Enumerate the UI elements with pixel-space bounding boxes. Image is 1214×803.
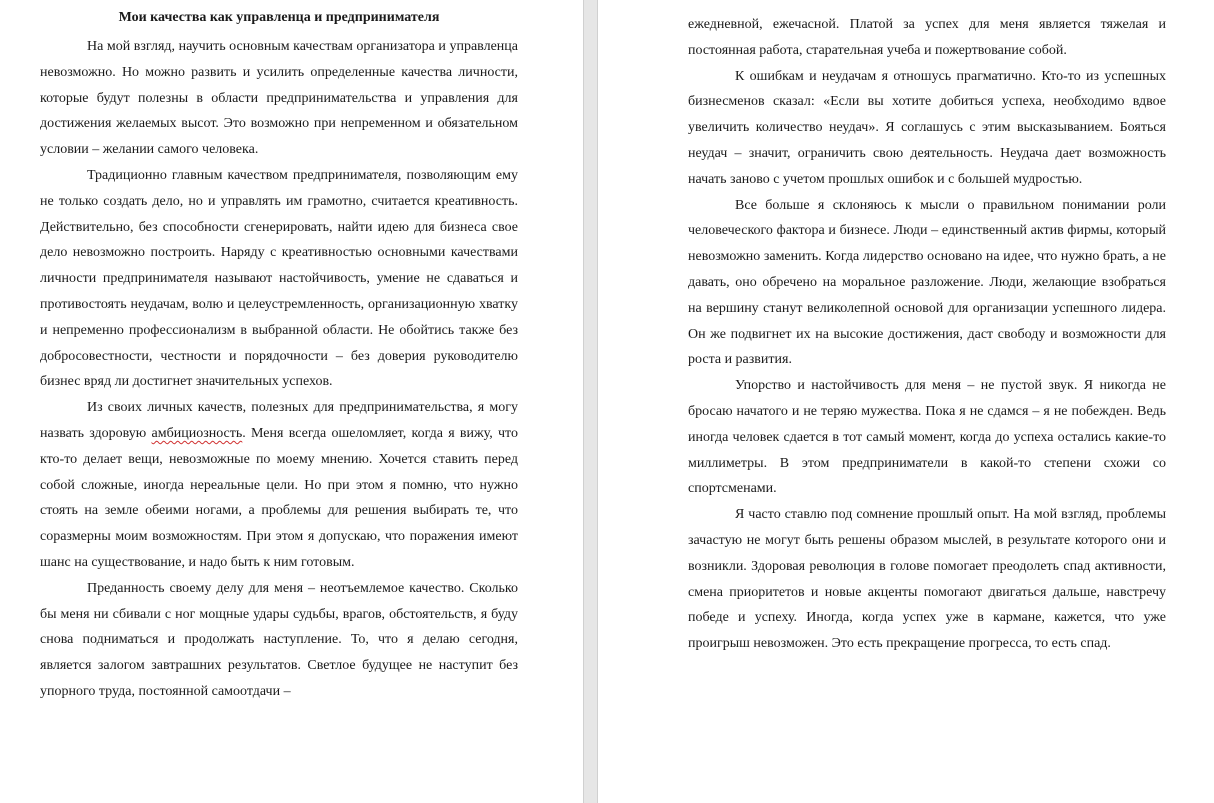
paragraph-3 <box>40 395 518 576</box>
document-page-left[interactable] <box>0 0 583 803</box>
document-title: Мои качества как управленца и предпринимателя <box>118 10 440 25</box>
page-separator <box>583 0 598 803</box>
document-page-right[interactable] <box>598 0 1214 803</box>
paragraph-6: Все больше я склоняюсь к мысли о правильном понимании роли человеческого фактора и бизнесе. Люди – единственный актив фирмы, который невозможно заменить. Когда лидерство основано на идее, что нужно брать, а не давать, оно обречено на моральное разложение. Люди, желающие взобраться на вершину станут великолепной основой для организации успешного лидера. Он же подвигнет их на высокие достижения, даст свободу и возможности для роста и развития. <box>688 197 1166 368</box>
paragraph-8: Я часто ставлю под сомнение прошлый опыт. На мой взгляд, проблемы зачастую не могут быть решены образом мыслей, в результате которого они и возникли. Здоровая революция в голове помогает преодолеть спад активности, смена приоритетов и новые акценты помогают двигаться дальше, навстречу победе и успеху. Иногда, когда успех уже в кармане, кажется, что уже проигрыш невозможен. Это есть прекращение прогресса, то есть спад. <box>688 507 1166 652</box>
paragraph-3-part-1: Из своих личных качеств, полезных для предпринимательства, я могу назвать здоровую <box>40 400 518 441</box>
paragraph-4: Преданность своему делу для меня – неотъемлемое качество. Сколько бы меня ни сбивали с ног мощные удары судьбы, врагов, обстоятельств, я буду снова подниматься и продолжать наступление. То, что я делаю сегодня, является залогом завтрашних результатов. Светлое будущее не наступит без упорного труда, постоянной самоотдачи – <box>40 580 518 699</box>
page-content-left <box>40 8 518 705</box>
paragraph-3-part-2: . Меня всегда ошеломляет, когда я вижу, что кто-то делает вещи, невозможные по моему мнению. Хочется ставить перед собой сложные, иногда нереальные цели. Но при этом я помню, что нужно стоять на земле обеими ногами, а проблемы для решения выбирать те, что соразмерны моим возможностям. При этом я допускаю, что поражения имеют шанс на существование, и надо быть к ним готовым. <box>40 425 518 570</box>
paragraph-4-continued: ежедневной, ежечасной. Платой за успех для меня является тяжелая и постоянная работа, старательная учеба и пожертвование собой. <box>688 17 1166 58</box>
paragraph-5: К ошибкам и неудачам я отношусь прагматично. Кто-то из успешных бизнесменов сказал: «Если вы хотите добиться успеха, необходимо вдвое увеличить количество неудач». Я соглашусь с этим высказыванием. Бояться неудач – значит, ограничить свою деятельность. Неудача дает возможность начать заново с учетом прошлых ошибок и с большей мудростью. <box>688 68 1166 187</box>
misspelled-word[interactable]: амбициозность <box>151 425 243 441</box>
paragraph-2: Традиционно главным качеством предпринимателя, позволяющим ему не только создать дело, но и управлять им грамотно, считается креативность. Действительно, без способности сгенерировать, найти идею для бизнеса свое дело невозможно построить. Наряду с креативностью основными качествами личности предпринимателя называют настойчивость, умение не сдаваться и противостоять неудачам, волю и целеустремленность, организационную хватку и непременно профессионализм в выбранной области. Не обойтись также без добросовестности, честности и порядочности – без доверия руководителю бизнес вряд ли достигнет значительных успехов. <box>40 167 518 390</box>
paragraph-7: Упорство и настойчивость для меня – не пустой звук. Я никогда не бросаю начатого и не теряю мужества. Пока я не сдамся – я не побежден. Ведь иногда человек сдается в тот самый момент, когда до успеха остались какие-то миллиметры. В этом предприниматели в какой-то степени схожи со спортсменами. <box>688 378 1166 497</box>
page-content-right <box>688 12 1166 657</box>
paragraph-1: На мой взгляд, научить основным качествам организатора и управленца невозможно. Но можно развить и усилить определенные качества личности, которые будут полезны в области предпринимательства и управления для достижения желаемых высот. Это возможно при непременном и обязательном условии – желании самого человека. <box>40 39 518 158</box>
